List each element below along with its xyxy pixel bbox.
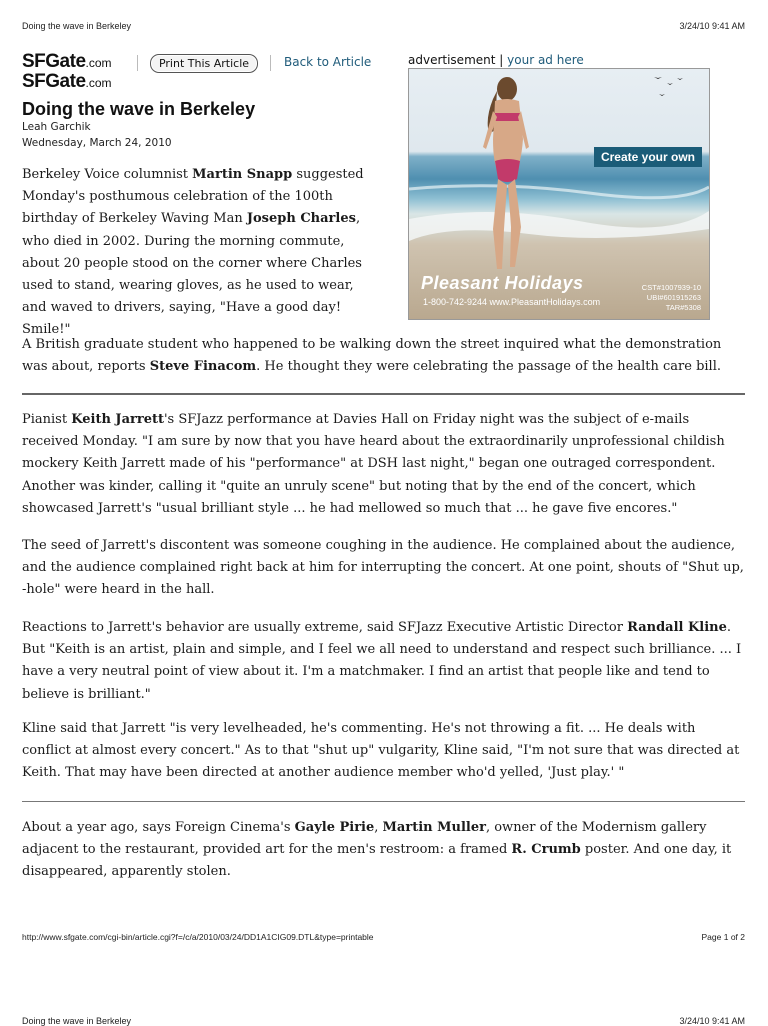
- ad-code: UBI#601915263: [646, 293, 701, 302]
- create-your-own-badge[interactable]: Create your own: [594, 147, 702, 167]
- name-gayle-pirie: Gayle Pirie: [294, 820, 375, 835]
- logo-suffix: .com: [85, 56, 112, 70]
- name-steve-finacom: Steve Finacom: [149, 359, 257, 375]
- paragraph-4: The seed of Jarrett's discontent was someone coughing in the audience. He complained about the audience, and the audience complained right back at him for interrupting the concert. At one point, shouts of "Shut up, -hole" were heard in the hall.: [22, 538, 744, 598]
- logo-suffix: .com: [85, 76, 112, 90]
- page-footer-page-number: Page 1 of 2: [701, 932, 745, 942]
- ad-brand: Pleasant Holidays: [421, 273, 584, 293]
- name-keith-jarrett: Keith Jarrett: [71, 412, 164, 427]
- article-date: Wednesday, March 24, 2010: [22, 137, 172, 149]
- section-divider: [22, 393, 745, 395]
- name-randall-kline: Randall Kline: [627, 620, 727, 635]
- ad-label: advertisement: [408, 53, 496, 67]
- logo-name: SFGate: [22, 51, 86, 72]
- back-to-article-link[interactable]: Back to Article: [284, 55, 372, 69]
- name-r-crumb: R. Crumb: [511, 842, 581, 858]
- ad-code: TAR#5308: [665, 303, 701, 312]
- name-martin-muller: Martin Muller: [382, 820, 486, 835]
- logo-name: SFGate: [22, 71, 86, 92]
- name-joseph-charles: Joseph Charles: [246, 211, 356, 227]
- toolbar-divider: [270, 55, 271, 71]
- ad-code: CST#1007939-10: [641, 283, 701, 292]
- article-headline: Doing the wave in Berkeley: [22, 99, 256, 119]
- ad-separator: |: [499, 53, 504, 67]
- paragraph-5: Reactions to Jarrett's behavior are usually extreme, said SFJazz Executive Artistic Director Randall Kline. But "Keith is an artist, plain and simple, and I feel we all need to understand and respect such brilliance. ... I have a very neutral point of view about it. I'm a matchmaker. I find an artist that people like and tend to believe is brilliant.": [22, 620, 742, 702]
- sfgate-logo[interactable]: [22, 52, 112, 71]
- your-ad-here-link[interactable]: your ad here: [507, 53, 584, 67]
- section-divider: [22, 801, 745, 802]
- page-header-datetime: 3/24/10 9:41 AM: [679, 21, 745, 31]
- page-header-title: Doing the wave in Berkeley: [22, 21, 132, 31]
- next-page-header-datetime: 3/24/10 9:41 AM: [679, 1016, 745, 1026]
- ad-license-codes: [642, 283, 701, 313]
- paragraph-2: A British graduate student who happened to be walking down the street inquired what the demonstration was about, reports Steve Finacom. He thought they were celebrating the passage of the health care bill.: [22, 337, 722, 375]
- advertisement-banner[interactable]: [408, 68, 710, 320]
- article-author: Leah Garchik: [22, 121, 91, 133]
- ad-phone: 1-800-742-9244 www.PleasantHolidays.com: [423, 297, 601, 307]
- ad-label-row: [408, 53, 584, 67]
- paragraph-7: About a year ago, says Foreign Cinema's Gayle Pirie, Martin Muller, owner of the Modernism gallery adjacent to the restaurant, provided art for the men's restroom: a framed R. Crumb poster. And one day, it disappeared, apparently stolen.: [22, 820, 732, 880]
- sfgate-logo-secondary: [22, 72, 112, 91]
- name-martin-snapp: Martin Snapp: [192, 167, 293, 182]
- next-page-header-title: Doing the wave in Berkeley: [22, 1016, 132, 1026]
- page-footer-url: http://www.sfgate.com/cgi-bin/article.cgi?f=/c/a/2010/03/24/DD1A1CIG09.DTL&type=printable: [22, 932, 374, 942]
- paragraph-6: Kline said that Jarrett "is very levelheaded, he's commenting. He's not throwing a fit. ... He deals with conflict at almost every concert." As to that "shut up" vulgarity, Kline said, "I'm not sure that was directed at Keith. That may have been directed at another audience member who'd yelled, 'Just play.' ": [22, 721, 740, 781]
- print-article-button[interactable]: Print This Article: [150, 54, 258, 73]
- toolbar-divider: [137, 55, 138, 71]
- paragraph-1: Berkeley Voice columnist Martin Snapp suggested Monday's posthumous celebration of the 100th birthday of Berkeley Waving Man Joseph Charles, who died in 2002. During the morning commute, about 20 people stood on the corner where Charles used to stand, wearing gloves, as he used to wear, and waved to drivers, saying, "Have a good day! Smile!": [22, 167, 364, 338]
- paragraph-3: Pianist Keith Jarrett's SFJazz performance at Davies Hall on Friday night was the subject of e-mails received Monday. "I am sure by now that you have heard about the extraordinarily unprofessional childish mockery Keith Jarrett made of his "performance" at DSH last night," began one outraged correspondent. Another was kinder, calling it "quite an unruly scene" but noting that by the end of the concert, which showcased Jarrett's "usual brilliant style ... he had mellowed so much that ... he gave five encores.": [22, 412, 725, 516]
